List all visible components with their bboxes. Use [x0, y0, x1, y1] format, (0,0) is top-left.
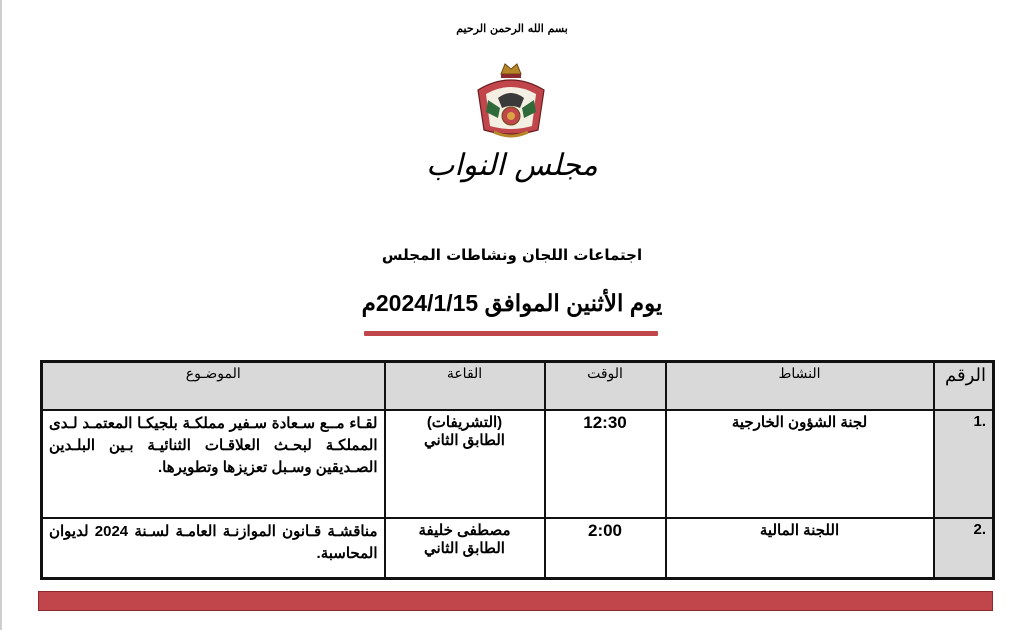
- row-time-text: 12:30: [583, 413, 627, 432]
- row-number: [934, 518, 994, 578]
- header-topic: الموضـوع: [42, 362, 385, 411]
- hall-floor: الطابق الثاني: [424, 432, 505, 449]
- row-number-text: 2.: [973, 521, 986, 538]
- table-row: [42, 410, 994, 518]
- document-title: اجتماعات اللجان ونشاطات المجلس: [381, 246, 643, 264]
- header-activity: النشاط: [666, 362, 934, 411]
- row-number: [934, 410, 994, 518]
- footer-red-bar: [38, 591, 993, 611]
- row-time-text: 2:00: [587, 521, 623, 540]
- schedule-table: [40, 360, 995, 580]
- hall-name: (التشريفات): [426, 414, 503, 431]
- title-underline: [364, 331, 658, 336]
- hall-name: مصطفى خليفة: [418, 522, 511, 539]
- hall-floor: الطابق الثاني: [424, 540, 505, 557]
- row-number-text: 1.: [973, 413, 986, 430]
- header-number: الرقم: [934, 362, 994, 411]
- row-activity: اللجنة المالية: [666, 518, 934, 578]
- header-time: الوقت: [545, 362, 666, 411]
- header-hall: القاعة: [385, 362, 545, 411]
- table-header-row: [42, 362, 994, 411]
- table-row: [42, 518, 994, 578]
- row-time: [545, 410, 666, 518]
- day-title: يوم الأثنين الموافق 2024/1/15م: [361, 290, 663, 316]
- row-topic: لقـاء مــع سـعادة سـفير مملكـة بلجيكـا المعتمـد لـدى المملكـة لبحـث العلاقـات الثنائيـة بـين البلـدين الصـديقين وسـبل تعزيزها وتطويرها.: [42, 410, 385, 518]
- council-name-logotype: مجلس النواب: [426, 148, 598, 183]
- row-time: [545, 518, 666, 578]
- row-hall: [385, 518, 545, 578]
- jordan-coat-of-arms-icon: [468, 60, 554, 144]
- row-activity: لجنة الشؤون الخارجية: [666, 410, 934, 518]
- row-hall: [385, 410, 545, 518]
- basmala: بسم الله الرحمن الرحيم: [456, 22, 568, 35]
- row-topic: مناقشـة قـانون الموازنـة العامـة لسـنة 2024 لديوان المحاسبة.: [42, 518, 385, 578]
